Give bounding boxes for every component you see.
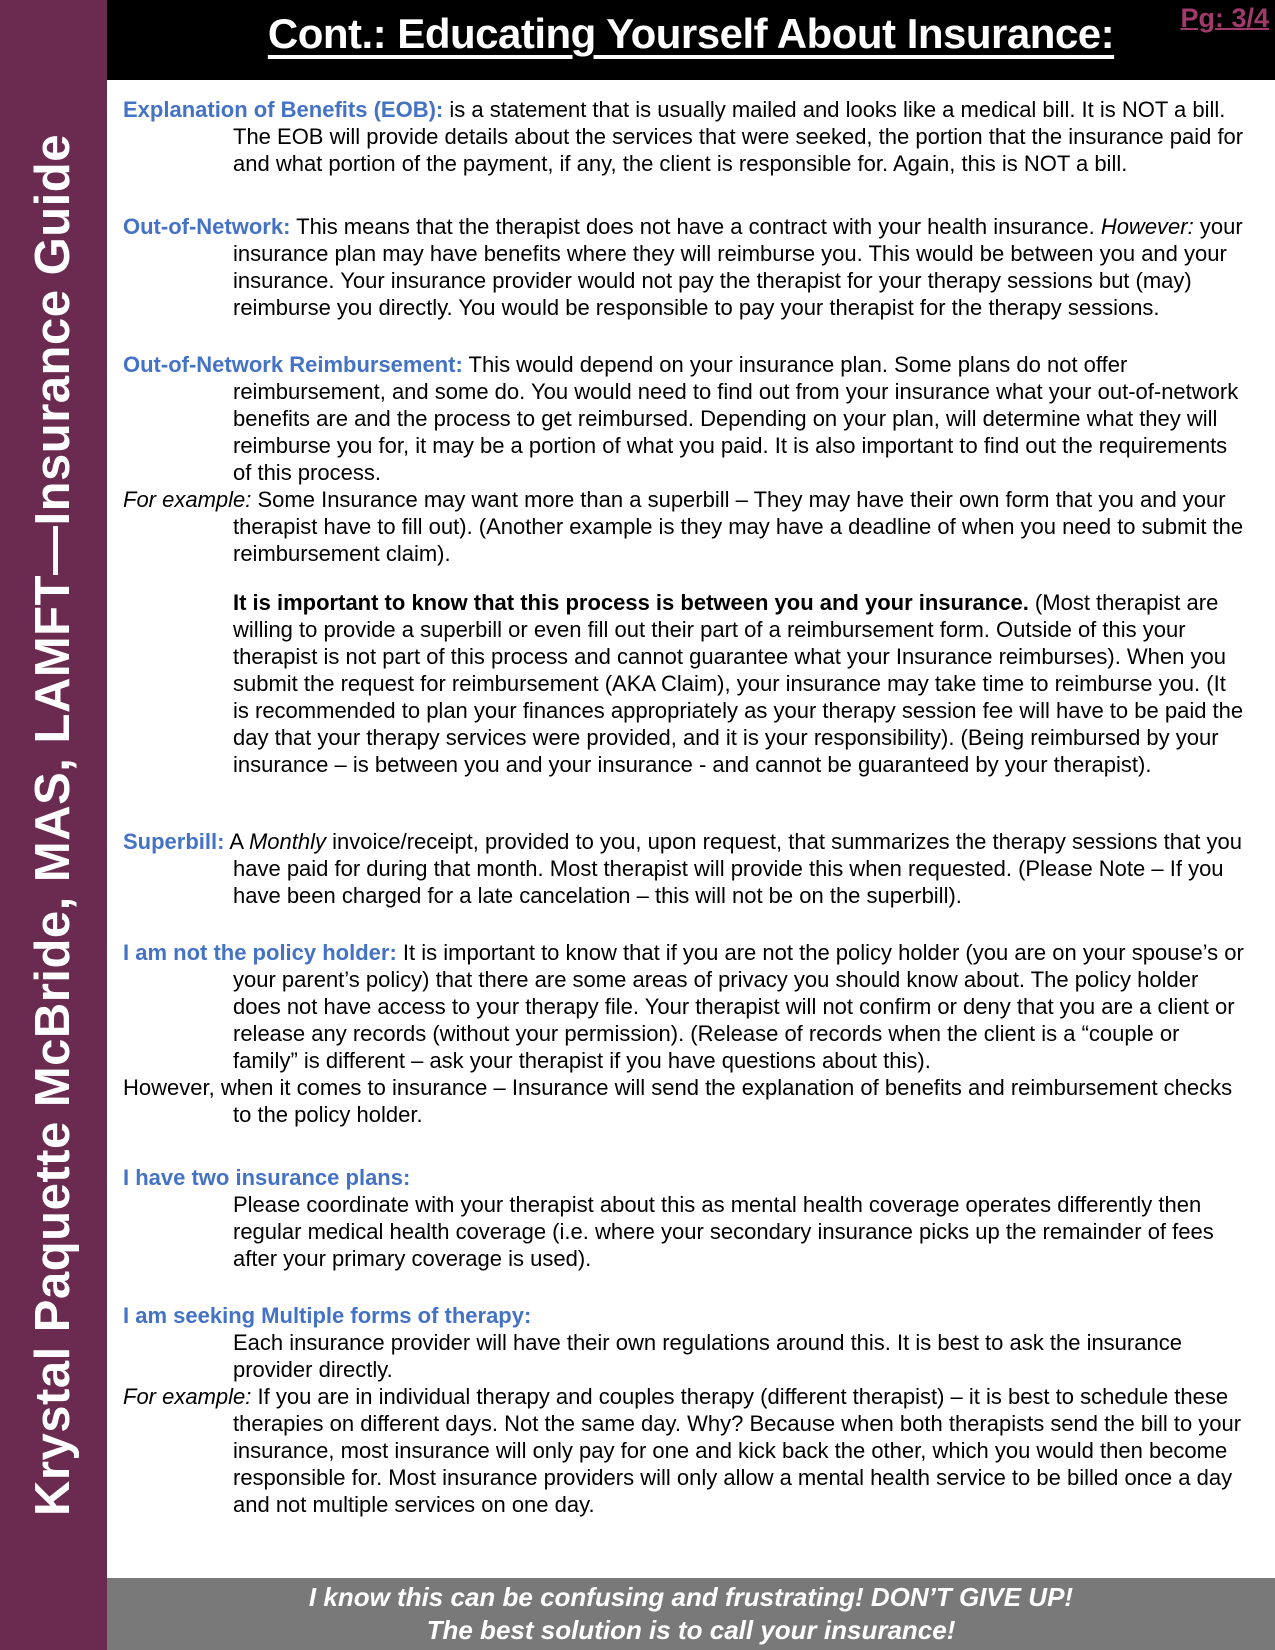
document-body xyxy=(107,80,1275,1578)
text-superbill-b: invoice/receipt, provided to you, upon request, that summarizes the therapy sessions that you have paid for during that month. Most therapist will provide this when requested. (Please Note – If you have been charged for a late cancelation – this will not be on the superbill). xyxy=(233,829,1242,908)
term-out-of-network: Out-of-Network: xyxy=(123,214,291,239)
text-reimb-example: Some Insurance may want more than a superbill – They may have their own form that you and your therapist have to fill out). (Another example is they may have a deadline of when you need to submit the reimbursement claim). xyxy=(233,487,1244,566)
text-oon-rest: your insurance plan may have benefits where they will reimburse you. This would be between you and your insurance. Your insurance provider would not pay the therapist for your therapy sessions but (may) reimburse you directly. You would be responsible to pay your therapist for the therapy sessions. xyxy=(233,214,1243,320)
for-example-label: For example: xyxy=(123,487,252,512)
paragraph-two-plans xyxy=(233,1191,1245,1272)
text-important-note: (Most therapist are willing to provide a superbill or even fill out their part of a reimbursement form. Outside of this your therapist is not part of this process and cannot guarantee what your Insurance reimburses). When you submit the request for reimbursement (AKA Claim), your insurance may take time to reimburse you. (It is recommended to plan your finances appropriately as your therapy session fee will have to be paid the day that your therapy services were provided, and it is your responsibility). (Being reimbursed by your insurance – is between you and your insurance - and cannot be guaranteed by your therapist). xyxy=(233,590,1244,777)
text-therapy-example: If you are in individual therapy and couples therapy (different therapist) – it is best to schedule these therapies on different days. Not the same day. Why? Because when both therapists send the bill to your insurance, most insurance will only pay for one and kick back the other, which you would then become responsible for. Most insurance providers will only allow a mental health service to be billed once a day and not multiple services on one day. xyxy=(233,1384,1242,1517)
text-eob: is a statement that is usually mailed and looks like a medical bill. It is NOT a bill. The EOB will provide details about the services that were seeked, the portion that the insurance paid for and what portion of the payment, if any, the client is responsible for. Again, this is NOT a bill. xyxy=(233,97,1244,176)
page-number: Pg: 3/4 xyxy=(1180,3,1269,33)
paragraph-out-of-network xyxy=(123,213,1245,321)
paragraph-multiple-therapy xyxy=(233,1329,1245,1383)
text-multiple-therapy: Each insurance provider will have their own regulations around this. It is best to ask the insurance provider directly. xyxy=(233,1330,1182,1382)
paragraph-important-note xyxy=(233,589,1245,778)
paragraph-superbill xyxy=(123,828,1245,909)
text-oon-intro: This means that the therapist does not have a contract with your health insurance. xyxy=(290,214,1101,239)
term-multiple-therapy: I am seeking Multiple forms of therapy: xyxy=(123,1303,532,1328)
text-two-plans: Please coordinate with your therapist about this as mental health coverage operates differently then regular medical health coverage (i.e. where your secondary insurance picks up the remainder of fees after your primary coverage is used). xyxy=(233,1192,1214,1271)
author-vertical-text: Krystal Paquette McBride, MAS, LAMFT—Insurance Guide xyxy=(26,134,80,1516)
sidebar xyxy=(0,0,107,1650)
text-oon-reimbursement: This would depend on your insurance plan. Some plans do not offer reimbursement, and some do. You would need to find out from your insurance what your out-of-network benefits are and the process to get reimbursed. Depending on your plan, will determine what they will reimburse you for, it may be a portion of what you paid. It is also important to find out the requirements of this process. xyxy=(233,352,1239,485)
paragraph-reimb-example xyxy=(123,486,1245,567)
term-superbill: Superbill: xyxy=(123,829,225,854)
footer-line-2: The best solution is to call your insurance! xyxy=(426,1615,956,1645)
paragraph-policy-holder-note xyxy=(123,1074,1245,1128)
for-example-label-2: For example: xyxy=(123,1384,252,1409)
footer-banner xyxy=(107,1578,1275,1650)
term-oon-reimbursement: Out-of-Network Reimbursement: xyxy=(123,352,463,377)
paragraph-oon-reimbursement xyxy=(123,351,1245,486)
heading-two-plans xyxy=(123,1164,1245,1191)
important-note-lead: It is important to know that this process is between you and your insurance. xyxy=(233,590,1029,615)
heading-multiple-therapy xyxy=(123,1302,1245,1329)
text-superbill-a: A xyxy=(224,829,249,854)
however-label: However: xyxy=(1100,214,1194,239)
paragraph-therapy-example xyxy=(123,1383,1245,1518)
page-title: Cont.: Educating Yourself About Insurance: xyxy=(267,10,1115,57)
page-header xyxy=(107,0,1275,80)
paragraph-policy-holder xyxy=(123,939,1245,1074)
footer-line-1: I know this can be confusing and frustrating! DON’T GIVE UP! xyxy=(308,1582,1074,1612)
term-two-plans: I have two insurance plans: xyxy=(123,1165,411,1190)
term-policy-holder: I am not the policy holder: xyxy=(123,940,397,965)
term-eob: Explanation of Benefits (EOB): xyxy=(123,97,444,122)
text-policy-holder: It is important to know that if you are not the policy holder (you are on your spouse’s or your parent’s policy) that there are some areas of privacy you should know about. The policy holder does not have access to your therapy file. Your therapist will not confirm or deny that you are a client or release any records (without your permission). (Release of records when the client is a “couple or family” is different – ask your therapist if you have questions about this). xyxy=(233,940,1244,1073)
text-policy-holder-note: However, when it comes to insurance – Insurance will send the explanation of benefits and reimbursement checks to the policy holder. xyxy=(123,1075,1233,1127)
monthly-word: Monthly xyxy=(248,829,326,854)
paragraph-eob xyxy=(123,96,1245,177)
